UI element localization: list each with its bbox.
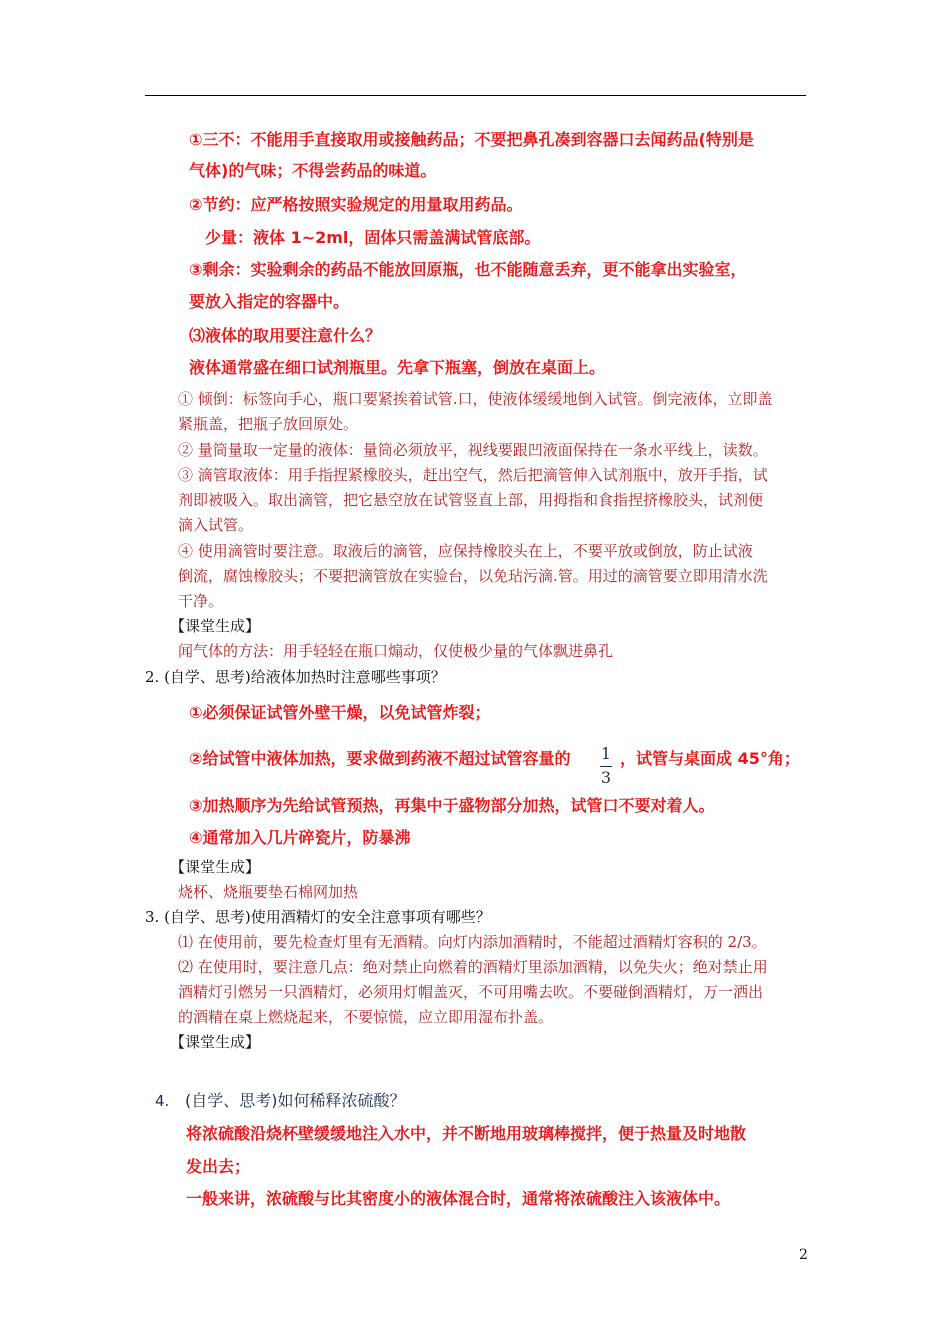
text-line: 的酒精在桌上燃烧起来，不要惊慌，应立即用湿布扑盖。	[178, 1008, 554, 1026]
text-line: ⑵ 在使用时，要注意几点：绝对禁止向燃着的酒精灯里添加酒精，以免失火；绝对禁止用	[178, 958, 768, 976]
text-line: 发出去；	[186, 1157, 251, 1176]
text-line: 少量：液体 1~2ml，固体只需盖满试管底部。	[205, 228, 541, 247]
question-number: 4.	[155, 1092, 170, 1110]
text-line: 倒流，腐蚀橡胶头；不要把滴管放在实验台，以免玷污滴.管。用过的滴管要立即用清水洗	[178, 567, 768, 585]
text-line: ③ 滴管取液体：用手指捏紧橡胶头，赶出空气，然后把滴管伸入试剂瓶中，放开手指，试	[178, 466, 768, 484]
text-line: 烧杯、烧瓶要垫石棉网加热	[178, 883, 359, 901]
question-heading: 3. (自学、思考)使用酒精灯的安全注意事项有哪些？	[145, 908, 491, 926]
fraction-numerator: 1	[600, 744, 612, 763]
text-line: ② 量筒量取一定量的液体：量筒必须放平，视线要跟凹液面保持在一条水平线上，读数。	[178, 441, 768, 459]
text-line: ②节约：应严格按照实验规定的用量取用药品。	[189, 195, 523, 214]
text-line: 气体)的气味；不得尝药品的味道。	[189, 161, 437, 180]
text-line: ①必须保证试管外壁干燥，以免试管炸裂；	[189, 703, 491, 722]
question-heading: (自学、思考)如何稀释浓硫酸？	[185, 1091, 406, 1110]
fraction-denominator: 3	[600, 768, 612, 787]
text-line: 剂即被吸入。取出滴管，把它悬空放在试管竖直上部，用拇指和食指捏挤橡胶头，试剂便	[178, 491, 764, 509]
text-line: ②给试管中液体加热，要求做到药液不超过试管容量的	[189, 749, 571, 768]
text-line: ④通常加入几片碎瓷片，防暴沸	[189, 828, 411, 847]
text-line: 要放入指定的容器中。	[189, 292, 350, 311]
section-heading: 【课堂生成】	[170, 1033, 261, 1051]
fraction-bar	[600, 766, 612, 767]
text-line: ①三不：不能用手直接取用或接触药品；不要把鼻孔凑到容器口去闻药品(特别是	[189, 130, 754, 149]
text-line: 滴入试管。	[178, 516, 254, 534]
section-heading: 【课堂生成】	[170, 858, 261, 876]
text-line: ③剩余：实验剩余的药品不能放回原瓶，也不能随意丢弃，更不能拿出实验室，	[189, 260, 747, 279]
text-line: 酒精灯引燃另一只酒精灯，必须用灯帽盖灭，不可用嘴去吹。不要碰倒酒精灯，万一洒出	[178, 983, 764, 1001]
text-line: ③加热顺序为先给试管预热，再集中于盛物部分加热，试管口不要对着人。	[189, 796, 715, 815]
text-line: ④ 使用滴管时要注意。取液后的滴管，应保持橡胶头在上，不要平放或倒放，防止试液	[178, 542, 753, 560]
section-heading: 【课堂生成】	[170, 617, 261, 635]
text-line: 闻气体的方法：用手轻轻在瓶口煽动，仅使极少量的气体飘进鼻孔	[178, 642, 614, 660]
page-number: 2	[799, 1247, 808, 1263]
text-line: ⑶液体的取用要注意什么？	[189, 326, 382, 345]
text-line: ，试管与桌面成 45°角；	[620, 749, 800, 768]
text-line: 将浓硫酸沿烧杯壁缓缓地注入水中，并不断地用玻璃棒搅拌，便于热量及时地散	[186, 1124, 747, 1143]
text-line: 一般来讲，浓硫酸与比其密度小的液体混合时，通常将浓硫酸注入该液体中。	[186, 1189, 731, 1208]
text-line: ① 倾倒：标签向手心，瓶口要紧挨着试管.口，使液体缓缓地倒入试管。倒完液体，立即盖	[178, 390, 773, 408]
text-line: 液体通常盛在细口试剂瓶里。先拿下瓶塞，倒放在桌面上。	[189, 358, 606, 377]
header-rule	[145, 95, 806, 96]
text-line: ⑴ 在使用前，要先检查灯里有无酒精。向灯内添加酒精时，不能超过酒精灯容积的 2/3。	[178, 933, 767, 951]
text-line: 干净。	[178, 592, 224, 610]
text-line: 紧瓶盖，把瓶子放回原处。	[178, 415, 359, 433]
question-heading: 2. (自学、思考)给液体加热时注意哪些事项？	[145, 668, 446, 686]
